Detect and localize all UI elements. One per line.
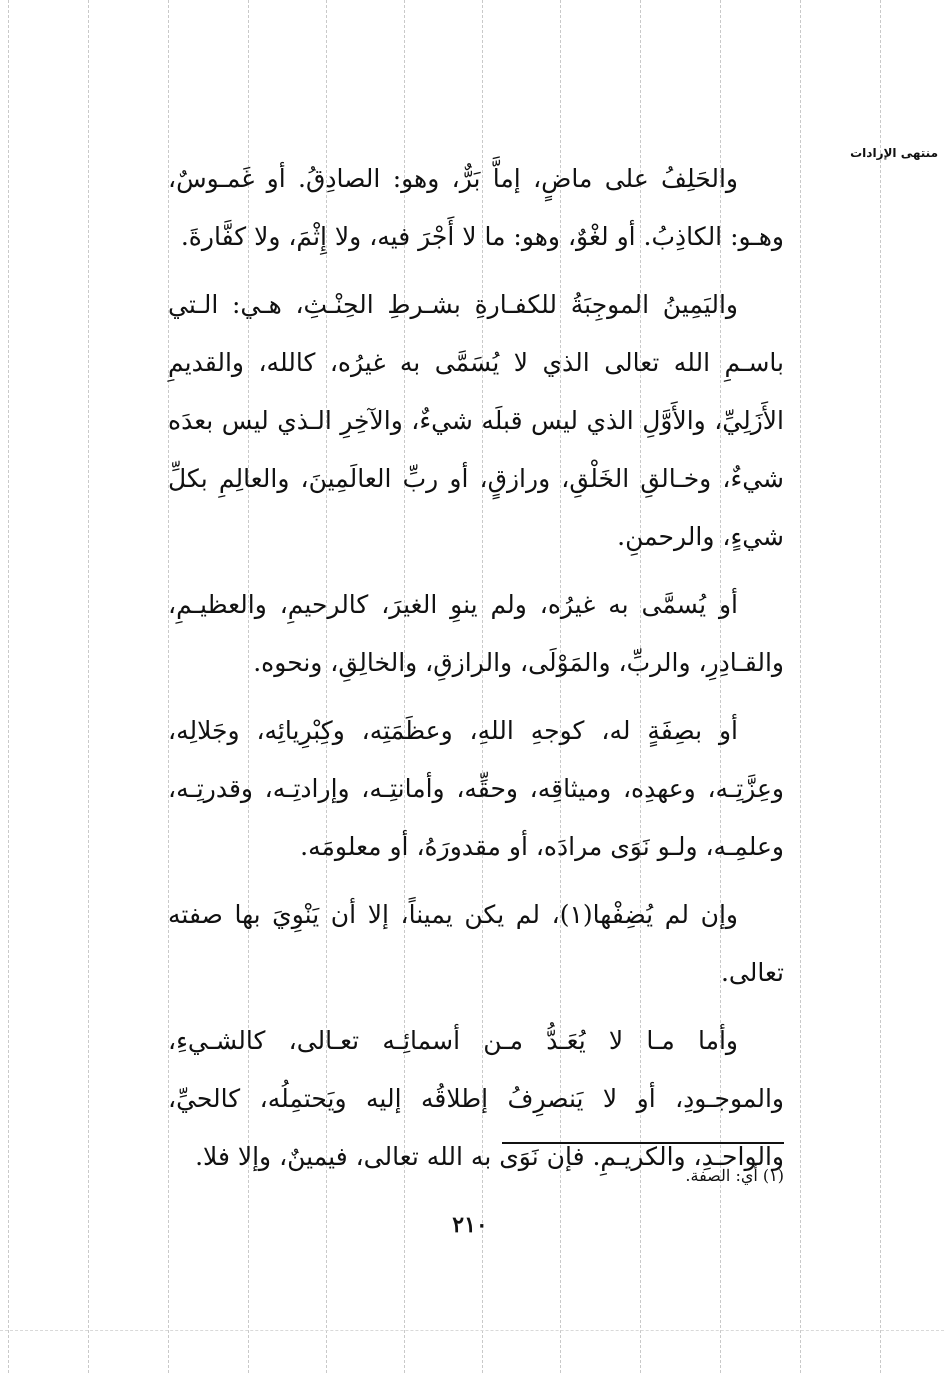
scan-guide-line [88,0,89,1373]
scan-guide-line [880,0,881,1373]
paragraph: أو بصِفَةٍ له، كوجهِ اللهِ، وعظَمَتِه، وكِبْرِيائِه، وجَلالِه، وعِزَّتِـه، وعهدِه، وميثاقِه، وحقِّه، وأمانتِـه، وإرادتِـه، وقدرتِـه، وعلمِـه، ولـو نَوَى مرادَه، أو مقدورَهُ، أو معلومَه. [168,716,784,861]
scan-guide-line [8,0,9,1373]
scan-guide-line [800,0,801,1373]
paragraph: وإن لم يُضِفْها(١)، لم يكن يميناً، إلا أن يَنْوِيَ بها صفته تعالى. [168,900,784,987]
footnote-separator [502,1142,784,1144]
footnote: (١) أي: الصفة. [685,1166,784,1185]
page-number: ٢١٠ [452,1212,488,1238]
paragraph: والحَلِفُ على ماضٍ، إماَّ بَرٌّ، وهو: الصادِقُ. أو غَمـوسٌ، وهـو: الكاذِبُ. أو لغْوٌ، وهو: ما لا أَجْرَ فيه، ولا إِثْمَ، ولا كفَّارةَ. [168,164,784,251]
paragraph: وأما مـا لا يُعَـدُّ مـن أسمائِـه تعـالى، كالشـيءِ، والموجـودِ، أو لا يَنصرِفُ إطلاقُه إليه ويَحتمِلُه، كالحيِّ، والواحـدِ، والكريـمِ. فإن نَوَى به الله تعالى، فيمينٌ، وإلا فلا. [168,1026,784,1171]
running-head: منتهى الإرادات [850,146,938,160]
scan-guide-line [0,1330,944,1331]
paragraph: واليَمِينُ الموجِبَةُ للكفـارةِ بشـرطِ الحِنْـثِ، هـي: الـتي باسـمِ الله تعالى الذي لا يُسَمَّى به غيرُه، كالله، والقديمِ الأَزَلِيِّ، والأَوَّلِ الذي ليس قبلَه شيءٌ، والآخِرِ الـذي ليس بعدَه شيءٌ، وخـالقِ الخَلْقِ، ورازقٍ، أو ربِّ العالَمِينَ، والعالِمِ بكلِّ شيءٍ، والرحمنِ. [168,290,784,551]
page-body [168,150,784,1196]
paragraph: أو يُسمَّى به غيرُه، ولم ينوِ الغيرَ، كالرحيمِ، والعظيـمِ، والقـادِرِ، والربِّ، والمَوْلَى، والرازقِ، والخالِقِ، ونحوه. [168,590,784,677]
